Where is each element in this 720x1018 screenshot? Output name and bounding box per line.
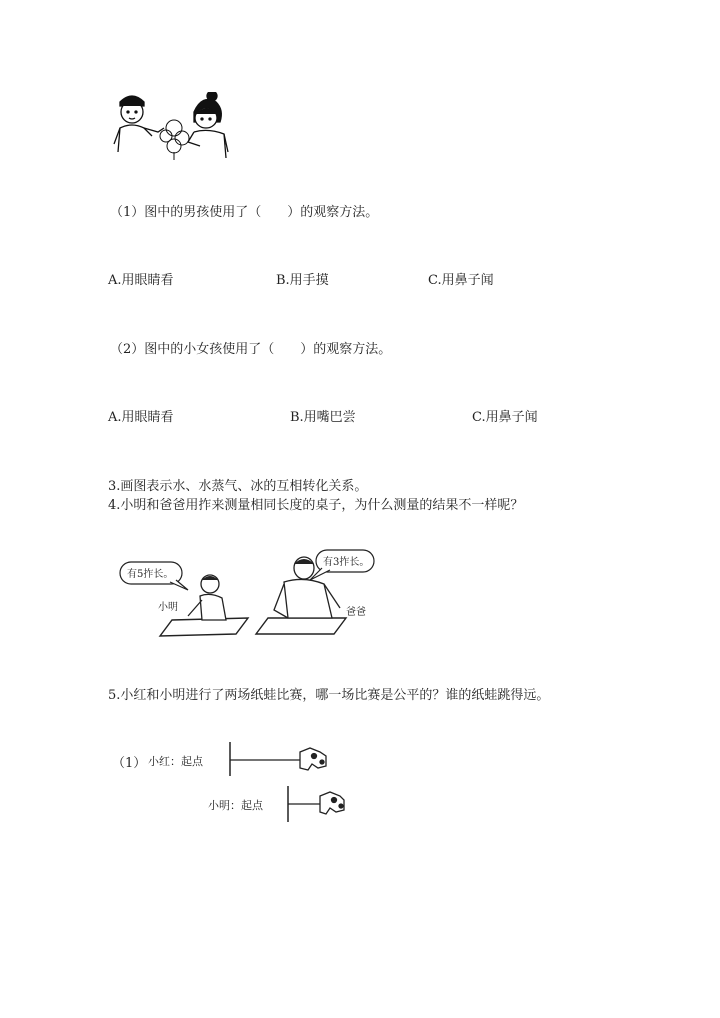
- boy-figure: [114, 96, 164, 152]
- flower-object: [160, 120, 189, 160]
- option-c: C.用鼻子闻: [472, 410, 538, 425]
- option-c: C.用鼻子闻: [428, 273, 494, 288]
- label-dad: 爸爸: [346, 607, 366, 618]
- frog-race-lines: [112, 738, 362, 828]
- question-1-part-2: （2）图中的小女孩使用了（ ）的观察方法。: [110, 342, 392, 357]
- speech-bubble-dad: 有3拃长。: [323, 557, 370, 568]
- speech-bubble-child: 有5拃长。: [127, 569, 174, 580]
- question-5: 5.小红和小明进行了两场纸蛙比赛，哪一场比赛是公平的？谁的纸蛙跳得远。: [108, 688, 550, 703]
- option-b: B.用嘴巴尝: [290, 410, 356, 425]
- option-a: A.用眼睛看: [108, 410, 174, 425]
- children-observing-illustration: [108, 92, 230, 162]
- frog-icon: [320, 792, 344, 814]
- row-label-xiaoming: 小明：起点: [208, 799, 263, 812]
- option-a: A.用眼睛看: [108, 273, 174, 288]
- label-xiaoming: 小明: [158, 602, 178, 613]
- row-label-xiaohong: 小红：起点: [148, 755, 203, 768]
- question-3: 3.画图表示水、水蒸气、冰的互相转化关系。: [108, 479, 368, 494]
- girl-figure: [188, 92, 228, 158]
- option-b: B.用手摸: [276, 273, 329, 288]
- question-4: 4.小明和爸爸用拃来测量相同长度的桌子，为什么测量的结果不一样呢？: [108, 498, 524, 513]
- frog-race-diagram: [112, 738, 362, 828]
- measuring-desk-illustration: [118, 548, 378, 643]
- question-1-part-1: （1）图中的男孩使用了（ ）的观察方法。: [110, 205, 379, 220]
- frog-icon: [300, 748, 326, 770]
- part-label: （1）: [112, 756, 147, 771]
